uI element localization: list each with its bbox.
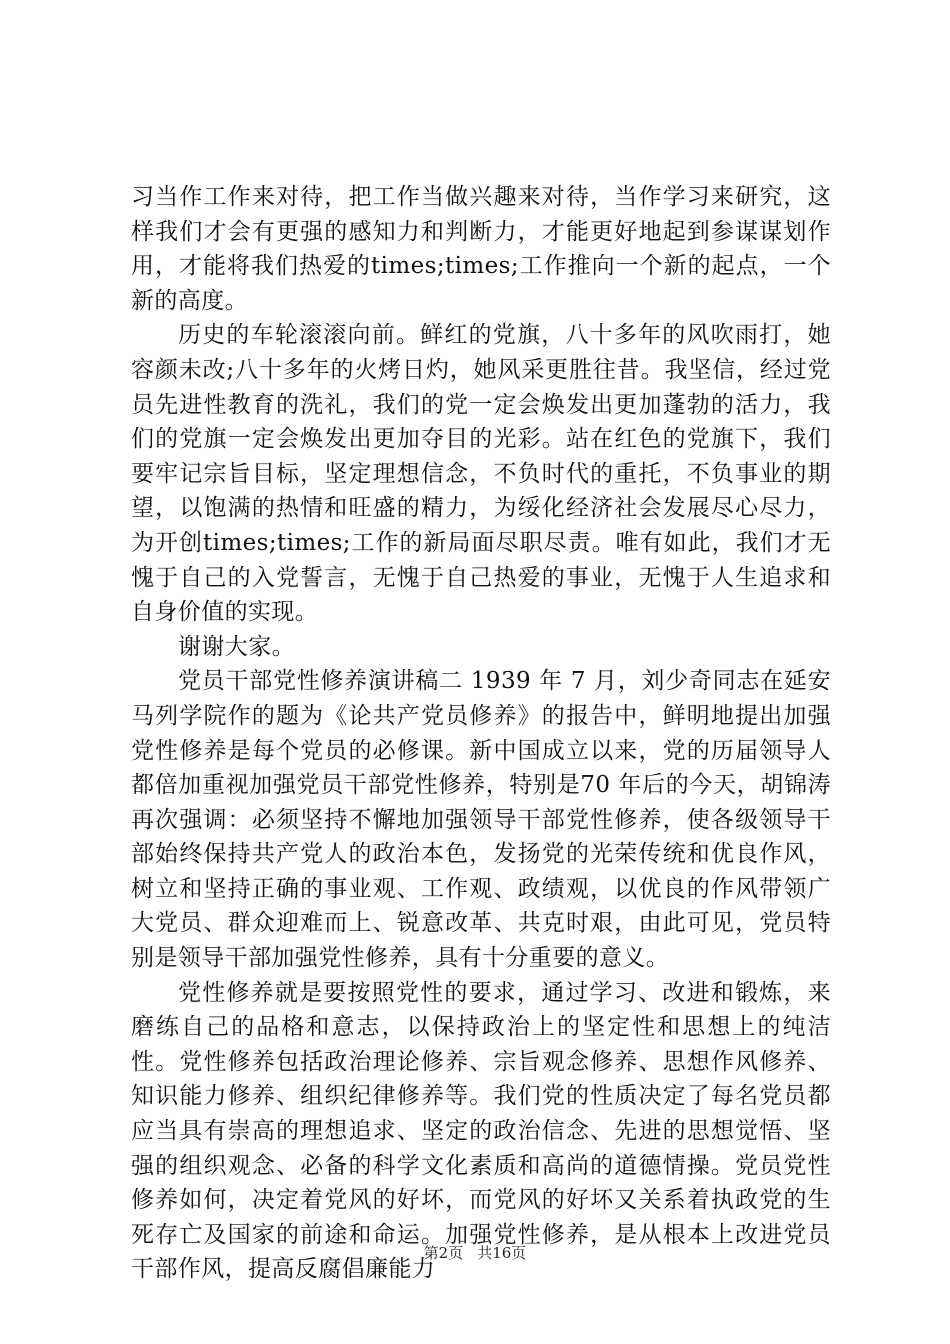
document-body — [131, 180, 831, 1287]
paragraph-4: 党员干部党性修养演讲稿二 1939 年 7 月，刘少奇同志在延安马列学院作的题为《论共产党员修养》的报告中，鲜明地提出加强党性修养是每个党员的必修课。新中国成立以来，党的历届领导人都倍加重视加强党员干部党性修养，特别是70 年后的今天，胡锦涛再次强调：必须坚持不懈地加强领导干部党性修养，使各级领导干部始终保持共产党人的政治本色，发扬党的光荣传统和优良作风，树立和坚持正确的事业观、工作观、政绩观，以优良的作风带领广大党员、群众迎难而上、锐意改革、共克时艰，由此可见，党员特别是领导干部加强党性修养，具有十分重要的意义。 — [131, 668, 831, 972]
page-total: 共16页 — [477, 1244, 527, 1262]
paragraph-3: 谢谢大家。 — [178, 633, 295, 660]
paragraph-5: 党性修养就是要按照党性的要求，通过学习、改进和锻炼，来磨练自己的品格和意志，以保持政治上的坚定性和思想上的纯洁性。党性修养包括政治理论修养、宗旨观念修养、思想作风修养、知识能力修养、组织纪律修养等。我们党的性质决定了每名党员都应当具有崇高的理想追求、坚定的政治信念、先进的思想觉悟、坚强的组织观念、必备的科学文化素质和高尚的道德情操。党员党性修养如何，决定着党风的好坏，而党风的好坏又关系着执政党的生死存亡及国家的前途和命运。加强党性修养，是从根本上改进党员干部作风，提高反腐倡廉能力 — [131, 979, 831, 1283]
page-number: 第2页 — [423, 1244, 464, 1262]
paragraph-2: 历史的车轮滚滚向前。鲜红的党旗，八十多年的风吹雨打，她容颜未改;八十多年的火烤日灼，她风采更胜往昔。我坚信，经过党员先进性教育的洗礼，我们的党一定会焕发出更加蓬勃的活力，我们的党旗一定会焕发出更加夺目的光彩。站在红色的党旗下，我们要牢记宗旨目标，坚定理想信念，不负时代的重托，不负事业的期望，以饱满的热情和旺盛的精力，为绥化经济社会发展尽心尽力，为开创times;times;工作的新局面尽职尽责。唯有如此，我们才无愧于自己的入党誓言，无愧于自己热爱的事业，无愧于人生追求和自身价值的实现。 — [131, 322, 831, 626]
page-footer — [0, 1243, 950, 1263]
paragraph-1: 习当作工作来对待，把工作当做兴趣来对待，当作学习来研究，这样我们才会有更强的感知力和判断力，才能更好地起到参谋谋划作用，才能将我们热爱的times;times;工作推向一个新的起点，一个新的高度。 — [131, 184, 831, 314]
